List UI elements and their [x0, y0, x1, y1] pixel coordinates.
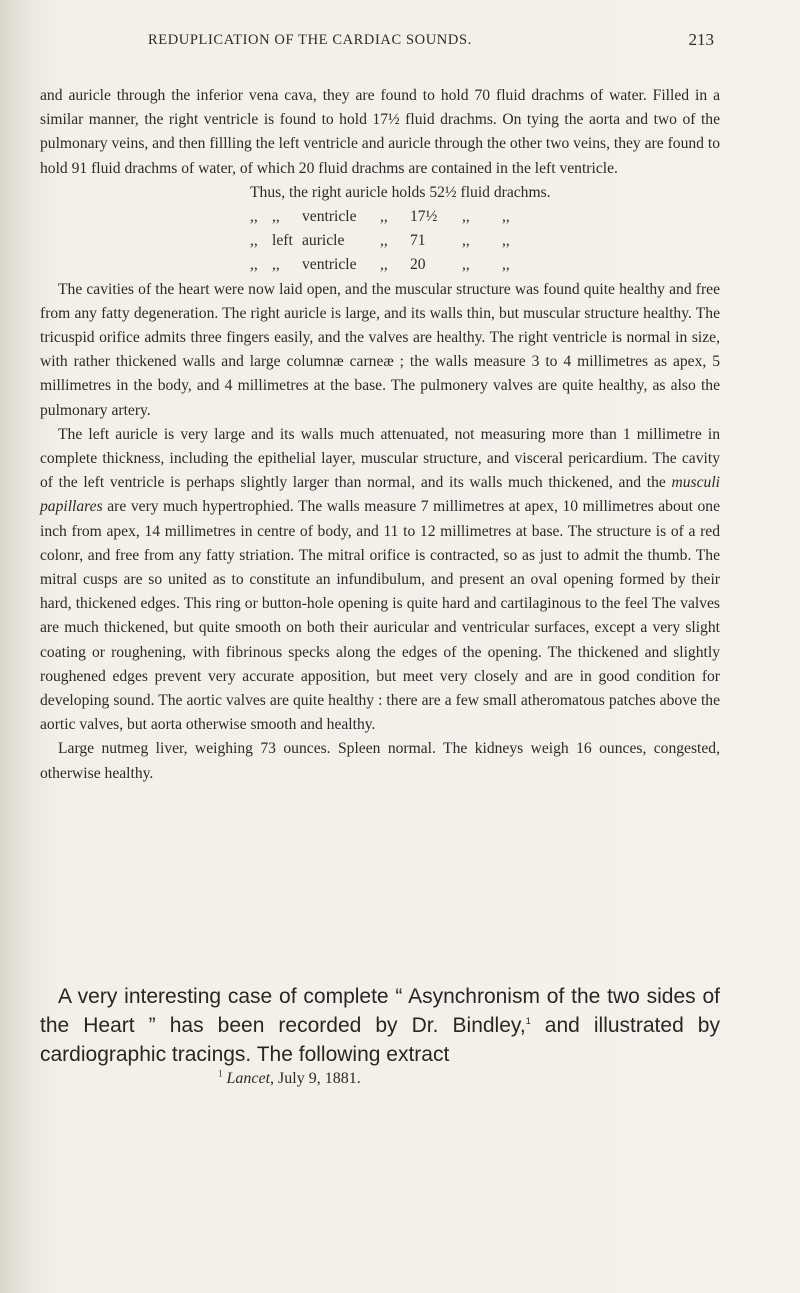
- ditto-mark: ,,: [380, 232, 388, 250]
- paragraph-2: The cavities of the heart were now laid open, and the muscular structure was found quite healthy and free from any fatty degeneration. The right auricle is large, and its walls thin, but muscular structure healthy. The tricuspid orifice admits three fingers easily, and the valves are healthy. The right ventricle is normal in size, with rather thickened walls and large columnæ carneæ ; the walls measure 3 to 4 millimetres as apex, 5 millimetres in the body, and 4 millimetres at the base. The pulmonery valves are quite healthy, as also the pulmonary artery.: [40, 280, 720, 419]
- ditto-mark: ,,: [380, 256, 388, 274]
- ditto-mark: ,,: [462, 256, 470, 274]
- ditto-mark: ,,: [462, 232, 470, 250]
- case-paragraph-text-b: and illustrated by cardiographic tracings. The following extract: [40, 1014, 720, 1066]
- footnote-marker: 1: [218, 1068, 223, 1079]
- list-value: 17½: [410, 208, 438, 226]
- running-title: REDUPLICATION OF THE CARDIAC SOUNDS.: [148, 32, 472, 48]
- ditto-mark: ,,: [462, 208, 470, 226]
- ditto-mark: ,,: [502, 208, 510, 226]
- case-paragraph-text-a: A very interesting case of complete “ Asynchronism of the two sides of the Heart ” has been recorded by Dr. Bindley,: [40, 985, 720, 1037]
- paragraph-1: and auricle through the inferior vena cava, they are found to hold 70 fluid drachms of water. Filled in a similar manner, the right ventricle is found to hold 17½ fluid drachms. On tying the aorta and two of the pulmonary veins, and then fillling the left ventricle and auricle through the other two veins, they are found to hold 91 fluid drachms of water, of which 20 fluid drachms are contained in the left ventricle.: [40, 87, 720, 177]
- paragraph-3-text-a: The left auricle is very large and its walls much attenuated, not measuring more than 1 millimetre in complete thickness, including the epithelial layer, muscular structure, and visceral pericardium. The cavity of the left ventricle is perhaps slightly larger than normal, and its walls much thickened, and the: [40, 425, 720, 492]
- ditto-mark: ,,: [380, 208, 388, 226]
- list-chamber: ventricle: [302, 208, 357, 226]
- list-item: [250, 205, 720, 229]
- list-value: 20: [410, 256, 426, 274]
- footnote: [218, 1070, 361, 1088]
- ditto-mark: ,,: [250, 208, 258, 226]
- footnote-source: Lancet,: [226, 1070, 275, 1087]
- paragraph-3-text-b: are very much hypertrophied. The walls measure 7 millimetres at apex, 10 millimetres about one inch from apex, 14 millimetres in centre of body, and 11 to 12 millimetres at base. The structure is of a red colonr, and free from any fatty striation. The mitral orifice is contracted, so as just to admit the thumb. The mitral cusps are so united as to constitute an infundibulum, and present an oval opening formed by their hard, thickened edges. This ring or button-hole opening is quite hard and cartilaginous to the feel The valves are much thickened, but quite smooth on both their auricular and ventricular surfaces, except a very slight coating or roughening, with fibrinous specks along the edges of the opening. The thickened and slightly roughened edges prevent very accurate apposition, but meet very closely and are in good condition for developing sound. The aortic valves are quite healthy : there are a few small atheromatous patches above the aortic valves, but aorta otherwise smooth and healthy.: [40, 498, 720, 734]
- ditto-mark: ,,: [502, 232, 510, 250]
- ditto-mark: ,,: [502, 256, 510, 274]
- body-text: [40, 84, 720, 786]
- paragraph-4: Large nutmeg liver, weighing 73 ounces. Spleen normal. The kidneys weigh 16 ounces, congested, otherwise healthy.: [40, 740, 720, 782]
- paragraph-3: [40, 423, 720, 738]
- list-item: [250, 229, 720, 253]
- list-value: 52½ fluid drachms.: [429, 183, 551, 201]
- ditto-mark: ,,: [272, 256, 280, 274]
- list-lead: Thus, the right auricle holds: [250, 183, 426, 201]
- list-item: [250, 181, 720, 205]
- case-paragraph: [40, 982, 720, 1069]
- ditto-mark: ,,: [250, 232, 258, 250]
- ditto-mark: ,,: [250, 256, 258, 274]
- list-side: left: [272, 232, 293, 250]
- list-chamber: ventricle: [302, 256, 357, 274]
- capacity-list: [40, 181, 720, 278]
- ditto-mark: ,,: [272, 208, 280, 226]
- list-item: [250, 253, 720, 277]
- italic-term: musculi papillares: [40, 474, 720, 516]
- footnote-date: July 9, 1881.: [274, 1070, 361, 1087]
- list-chamber: auricle: [302, 232, 345, 250]
- list-value: 71: [410, 232, 426, 250]
- page-number: 213: [688, 30, 714, 49]
- footnote-ref: 1: [525, 1016, 531, 1026]
